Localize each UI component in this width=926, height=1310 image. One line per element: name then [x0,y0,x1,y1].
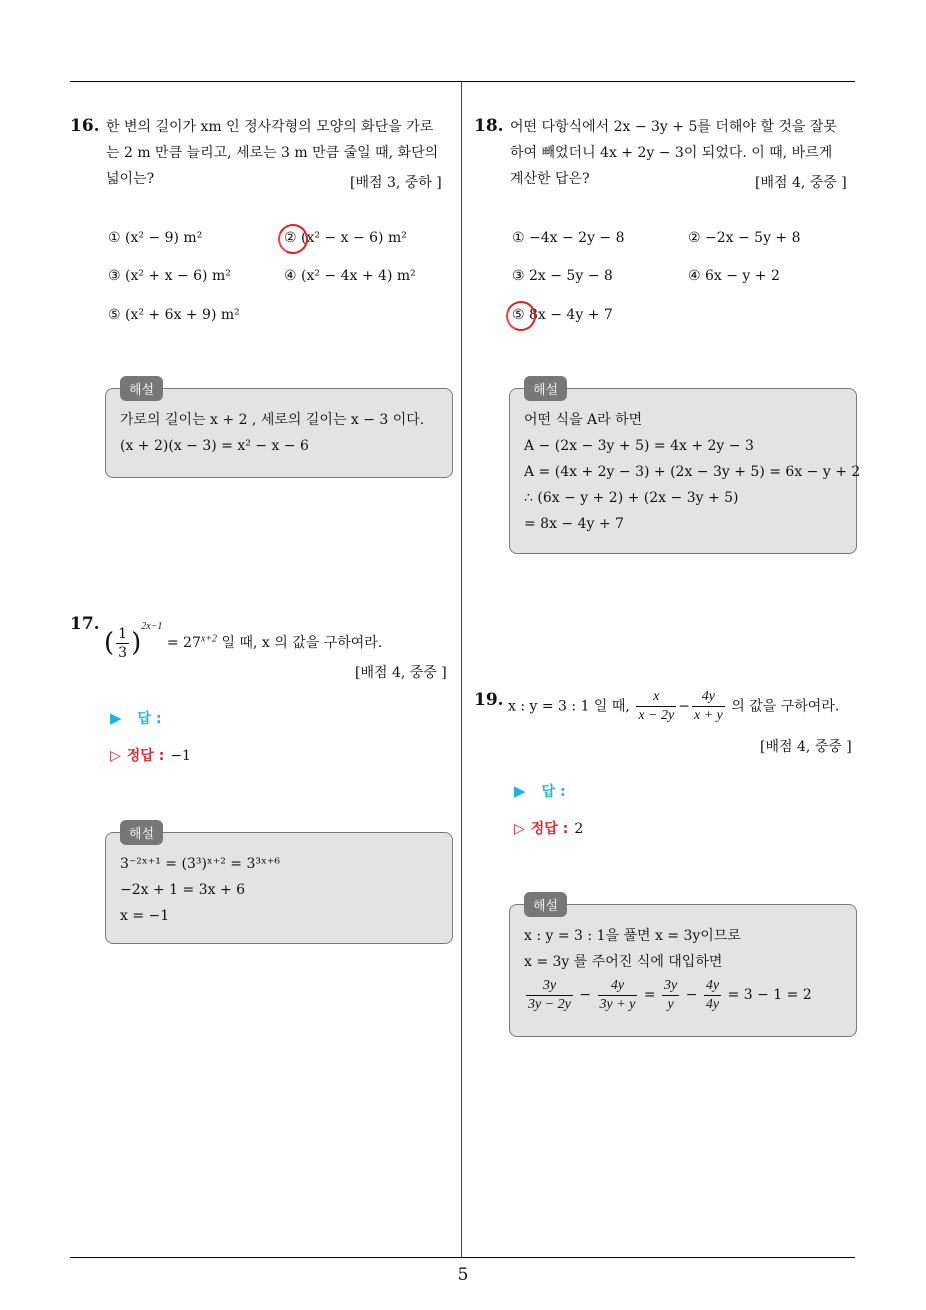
top-rule [70,81,855,82]
question-16-text-line1: 한 변의 길이가 xm 인 정사각형의 모양의 화단을 가로 [106,119,434,135]
correct-label: 정답 : [530,821,569,837]
fraction: $\frac{4y}{x + y}$ [693,689,723,723]
answer-label: 답 : [137,711,162,727]
solution-line: A − (2x − 3y + 5) = 4x + 2y − 3 [524,438,754,454]
solution-line: A = (4x + 2y − 3) + (2x − 3y + 5) = 6x − y + 2 [524,464,861,480]
question-16-choice-2[interactable]: ② (x² − x − 6) m² [284,230,407,246]
selected-answer-mark-icon [502,297,540,335]
question-18-text-line2: 하여 빼었더니 4x + 2y − 3이 되었다. 이 때, 바르게 [510,145,833,161]
fraction: $\frac{1}{3}$ [118,625,128,661]
question-18-choice-1[interactable]: ① −4x − 2y − 8 [512,230,625,246]
solution-tag: 해설 [524,376,567,401]
selected-answer-mark-icon [274,220,312,258]
solution-line: 어떤 식을 A라 하면 [524,412,643,428]
question-16-number: 16. [70,116,100,136]
page-number: 5 [457,1265,469,1285]
play-triangle-icon: ▶ [110,709,122,727]
question-18-choice-2[interactable]: ② −2x − 5y + 8 [688,230,801,246]
solution-line: x = 3y 를 주어진 식에 대입하면 [524,954,723,970]
solution-line: x = −1 [120,908,170,924]
question-18-text-line1: 어떤 다항식에서 2x − 3y + 5를 더해야 할 것을 잘못 [510,119,837,135]
solution-tag: 해설 [120,376,163,401]
bottom-rule [70,1257,855,1258]
question-19-answer-row [514,781,566,801]
question-16-choice-4[interactable]: ④ (x² − 4x + 4) m² [284,268,416,284]
column-divider [461,82,462,1257]
fraction: $\frac{4y}{3y + y}$ [599,977,636,1012]
question-18-choice-4[interactable]: ④ 6x − y + 2 [688,268,780,284]
fraction: $\frac{3y}{3y - 2y}$ [528,977,571,1012]
solution-line: = 8x − 4y + 7 [524,516,624,532]
question-16-solution-box [105,383,453,478]
question-16-choice-1[interactable]: ① (x² − 9) m² [108,230,203,246]
fraction: $\frac{x}{x - 2y}$ [638,689,675,723]
answer-label: 답 : [541,784,566,800]
question-17-number: 17. [70,614,100,634]
question-16-text-line2: 는 2 m 만큼 늘리고, 세로는 3 m 만큼 줄일 때, 화단의 [106,145,439,161]
outline-triangle-icon: ▷ [514,821,525,837]
question-17-meta: [배점 4, 중중 ] [355,665,447,681]
solution-line: 가로의 길이는 x + 2 , 세로의 길이는 x − 3 이다. [120,412,425,428]
solution-tag: 해설 [524,892,567,917]
solution-line: (x + 2)(x − 3) = x² − x − 6 [120,438,309,454]
question-17-text: ( $\frac{1}{3}$ )$^{2x-1} = 27^{x+2}$ 일 때, x 의 값을 구하여라. [104,621,383,661]
solution-line: x : y = 3 : 1을 풀면 x = 3y이므로 [524,928,741,944]
question-18-meta: [배점 4, 중중 ] [755,175,847,191]
question-19-text: x : y = 3 : 1 일 때, $\frac{x}{x - 2y}$ − $\frac{4y}{x + y}$ 의 값을 구하여라. [508,689,840,723]
question-17-correct-row [110,745,191,765]
question-18-choice-5[interactable]: ⑤ 8x − 4y + 7 [512,307,613,323]
fraction: $\frac{3y}{y}$ [664,977,678,1012]
question-17-answer-row [110,708,162,728]
solution-line: −2x + 1 = 3x + 6 [120,882,246,898]
question-18-text-line3: 계산한 답은? [510,171,590,187]
solution-line: 3⁻²ˣ⁺¹ = (3³)ˣ⁺² = 3³ˣ⁺⁶ [120,856,280,872]
question-18-number: 18. [474,116,504,136]
question-19-number: 19. [474,690,504,710]
solution-fraction-line: $\frac{3y}{3y - 2y}$ − $\frac{4y}{3y + y}$ = $\frac{3y}{y}$ − $\frac{4y}{4y}$ = 3 − 1 = 2 [528,977,812,1012]
question-16-meta: [배점 3, 중하 ] [350,175,442,191]
solution-tag: 해설 [120,820,163,845]
outline-triangle-icon: ▷ [110,748,121,764]
question-19-solution-box [509,899,857,1037]
question-16-choice-5[interactable]: ⑤ (x² + 6x + 9) m² [108,307,240,323]
question-19-correct-row [514,818,583,838]
solution-line: ∴ (6x − y + 2) + (2x − 3y + 5) [524,490,739,506]
question-16-choice-3[interactable]: ③ (x² + x − 6) m² [108,268,231,284]
correct-value: −1 [170,748,191,764]
fraction: $\frac{4y}{4y}$ [705,977,720,1012]
question-18-choice-3[interactable]: ③ 2x − 5y − 8 [512,268,613,284]
question-17-solution-box [105,827,453,944]
question-16-text-line3: 넓이는? [106,171,155,187]
question-18-solution-box [509,383,861,554]
question-19-meta: [배점 4, 중중 ] [760,739,852,755]
play-triangle-icon: ▶ [514,782,526,800]
correct-value: 2 [574,821,584,837]
correct-label: 정답 : [126,748,165,764]
